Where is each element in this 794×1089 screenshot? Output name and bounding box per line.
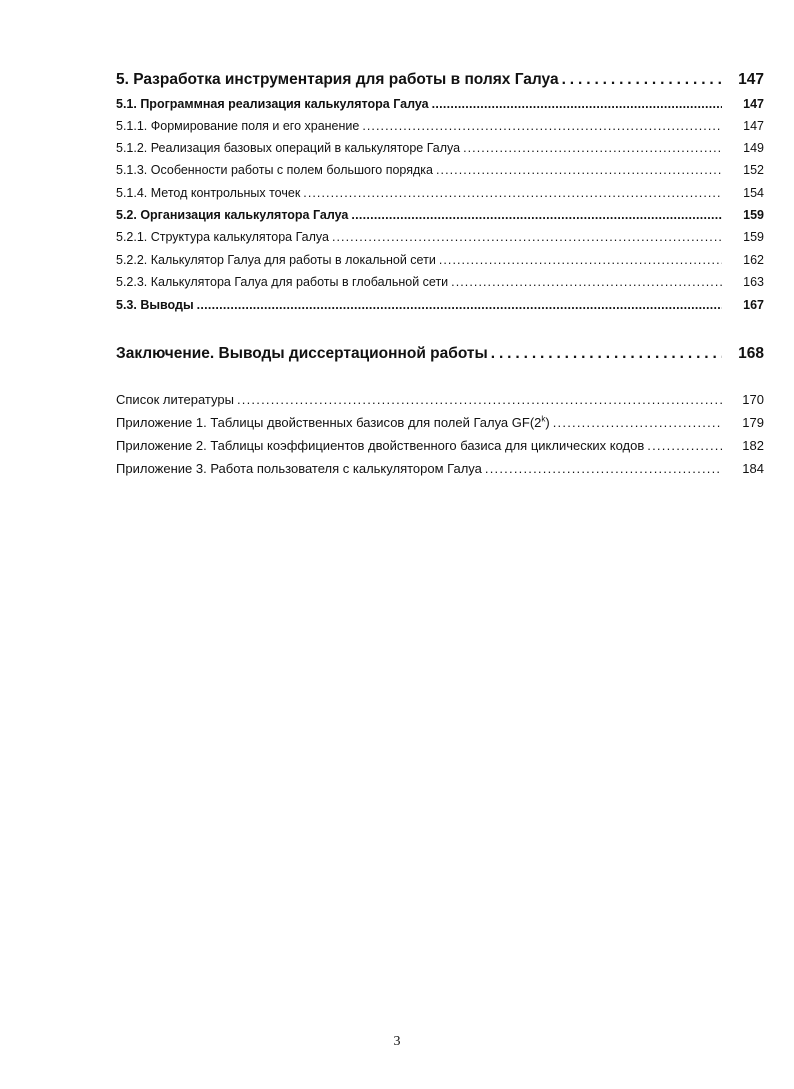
toc-entry-title: 5.1.4. Метод контрольных точек: [116, 186, 301, 200]
toc-entry-appendix-2: [116, 438, 764, 453]
toc-entry-title: 5.3. Выводы: [116, 298, 194, 312]
toc-entry-page: 163: [743, 275, 764, 289]
toc-entry-title: 5.2.2. Калькулятор Галуа для работы в локальной сети: [116, 253, 436, 267]
toc-entry-title: Приложение 3. Работа пользователя с калькулятором Галуа: [116, 461, 482, 476]
toc-entry-title: Заключение. Выводы диссертационной работы: [116, 345, 488, 362]
toc-entry-5-1-2: [116, 141, 764, 155]
toc-entry-5-1-3: [116, 163, 764, 177]
toc-entry-title: 5.2. Организация калькулятора Галуа: [116, 208, 349, 222]
toc-entry-title: Список литературы: [116, 392, 234, 407]
toc-entry-page: 159: [743, 208, 764, 222]
toc-entry-5-1-4: [116, 186, 764, 200]
toc-entry-page: 179: [742, 415, 764, 430]
toc-entry-title: 5. Разработка инструментария для работы в полях Галуа: [116, 71, 559, 88]
page-number: 3: [393, 1034, 401, 1049]
toc-entry-page: 184: [742, 461, 764, 476]
toc-entry-chapter-5: [116, 71, 764, 89]
leader-dots: [485, 461, 722, 476]
toc-entry-references: [116, 392, 764, 407]
leader-dots: [351, 208, 722, 222]
toc-entry-page: 168: [738, 345, 764, 362]
toc-entry-title: Приложение 2. Таблицы коэффициентов двойственного базиса для циклических кодов: [116, 438, 645, 453]
leader-dots: [553, 415, 722, 430]
leader-dots: [463, 141, 722, 155]
toc-entry-page: 154: [743, 186, 764, 200]
toc-entry-page: 167: [743, 298, 764, 312]
toc-entry-title: 5.1.1. Формирование поля и его хранение: [116, 119, 360, 133]
leader-dots: [562, 71, 722, 89]
toc-entry-5-2-3: [116, 275, 764, 289]
toc-entry-title: 5.1. Программная реализация калькулятора Галуа: [116, 97, 429, 111]
toc-entry-page: 159: [743, 230, 764, 244]
toc-entry-title: 5.2.3. Калькулятора Галуа для работы в глобальной сети: [116, 275, 449, 289]
toc-entry-page: 182: [742, 438, 764, 453]
toc-entry-conclusion: [116, 345, 764, 363]
toc-entry-5-3: [116, 298, 764, 312]
toc-entry-title: 5.2.1. Структура калькулятора Галуа: [116, 230, 329, 244]
toc-entry-page: 147: [738, 71, 764, 88]
toc-entry-title: 5.1.3. Особенности работы с полем большого порядка: [116, 163, 433, 177]
toc-entry-appendix-3: [116, 461, 764, 476]
toc-entry-appendix-1: [116, 415, 764, 430]
toc-entry-title-main: Приложение 1. Таблицы двойственных базисов для полей Галуа GF(2: [116, 415, 542, 430]
leader-dots: [197, 298, 722, 312]
toc-entry-5-1: [116, 97, 764, 111]
toc-entry-page: 170: [742, 392, 764, 407]
toc-entry-page: 147: [743, 97, 764, 111]
leader-dots: [332, 230, 722, 244]
toc-entry-title: [116, 415, 550, 430]
leader-dots: [432, 97, 722, 111]
toc-entry-5-2: [116, 208, 764, 222]
leader-dots: [362, 119, 722, 133]
toc-entry-5-2-2: [116, 253, 764, 267]
superscript-k: k: [541, 414, 546, 424]
leader-dots: [647, 438, 722, 453]
leader-dots: [436, 163, 722, 177]
leader-dots: [491, 345, 722, 363]
leader-dots: [451, 275, 722, 289]
toc-entry-page: 162: [743, 253, 764, 267]
toc-entry-5-2-1: [116, 230, 764, 244]
toc-entry-page: 152: [743, 163, 764, 177]
toc-entry-page: 147: [743, 119, 764, 133]
toc-entry-title: 5.1.2. Реализация базовых операций в калькуляторе Галуа: [116, 141, 461, 155]
leader-dots: [439, 253, 722, 267]
leader-dots: [303, 186, 722, 200]
toc-entry-5-1-1: [116, 119, 764, 133]
toc-entry-title-tail: ): [545, 415, 550, 430]
leader-dots: [237, 392, 722, 407]
toc-entry-page: 149: [743, 141, 764, 155]
